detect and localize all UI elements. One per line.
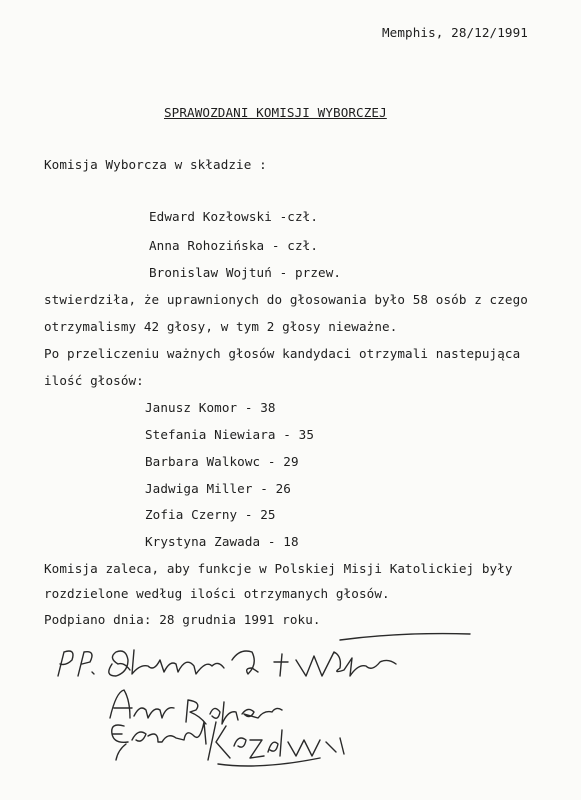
signature-anna-rohozinska bbox=[110, 690, 282, 724]
committee-member: Bronislaw Wojtuń - przew. bbox=[149, 265, 342, 280]
results-intro-line: Po przeliczeniu ważnych głosów kandydaci otrzymali nastepująca bbox=[44, 346, 521, 361]
letter-date: Memphis, 28/12/1991 bbox=[382, 25, 528, 40]
finding-line: stwierdziła, że uprawnionych do głosowania było 58 osób z czego bbox=[44, 292, 528, 307]
letter-title: SPRAWOZDANI KOMISJI WYBORCZEJ bbox=[164, 105, 387, 120]
candidate-result: Zofia Czerny - 25 bbox=[145, 507, 276, 522]
candidate-result: Jadwiga Miller - 26 bbox=[145, 481, 291, 496]
recommendation-line: rozdzielone według ilości otrzymanych głosów. bbox=[44, 586, 390, 601]
candidate-result: Krystyna Zawada - 18 bbox=[145, 534, 299, 549]
candidate-result: Stefania Niewiara - 35 bbox=[145, 427, 315, 442]
candidate-result: Barbara Walkowc - 29 bbox=[145, 454, 299, 469]
signed-date-line: Podpiano dnia: 28 grudnia 1991 roku. bbox=[44, 612, 321, 627]
intro-line: Komisja Wyborcza w składzie : bbox=[44, 157, 267, 172]
signature-bronislaw-wojtun bbox=[58, 634, 470, 676]
committee-member: Edward Kozłowski -czł. bbox=[149, 209, 319, 224]
recommendation-line: Komisja zaleca, aby funkcje w Polskiej Misji Katolickiej były bbox=[44, 561, 513, 576]
results-intro-line: ilość głosów: bbox=[44, 373, 144, 388]
finding-line: otrzymalismy 42 głosy, w tym 2 głosy nieważne. bbox=[44, 319, 398, 334]
signature-edward-kozlowski bbox=[112, 722, 344, 766]
candidate-result: Janusz Komor - 38 bbox=[145, 400, 276, 415]
committee-member: Anna Rohozińska - czł. bbox=[149, 238, 319, 253]
